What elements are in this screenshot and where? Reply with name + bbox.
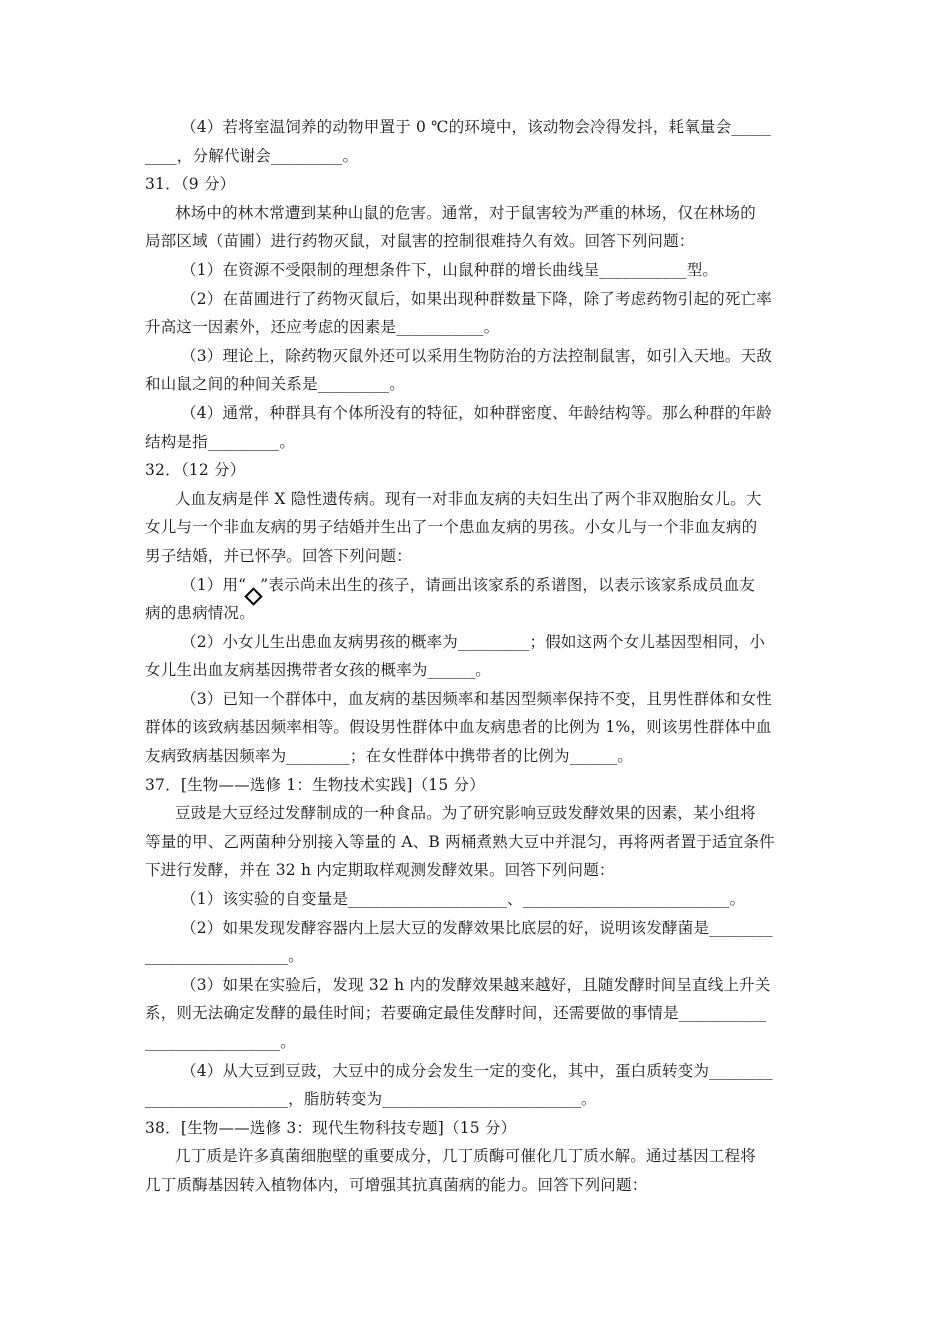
- q32-stem-line-1: 人血友病是伴 X 隐性遗传病。现有一对非血友病的夫妇生出了两个非双胞胎女儿。大: [175, 489, 762, 508]
- q37-stem-line-2: 等量的甲、乙两菌种分别接入等量的 A、B 两桶煮熟大豆中并混匀，再将两者置于适宜条件: [145, 832, 775, 851]
- q38-stem-line-1: 几丁质是许多真菌细胞壁的重要成分，几丁质酶可催化几丁质水解。通过基因工程将: [175, 1147, 756, 1166]
- q37-3-line-2: 系，则无法确定发酵的最佳时间；若要确定最佳发酵时间，还需要做的事情是___________: [145, 1004, 767, 1023]
- q37-2-line-2: __________________。: [145, 947, 304, 966]
- q37-1-line: （1）该实验的自变量是____________________、__________________________。: [181, 890, 746, 909]
- q32-3-line-1: （3）已知一个群体中，血友病的基因频率和基因型频率保持不变，且男性群体和女性: [181, 689, 772, 708]
- q32-2-line-2: 女儿生出血友病基因携带者女孩的概率为______。: [145, 661, 492, 680]
- q31-stem-line-1: 林场中的林木常遭到某种山鼠的危害。通常，对于鼠害较为严重的林场，仅在林场的: [175, 203, 756, 222]
- q32-stem-line-2: 女儿与一个非血友病的男子结婚并生出了一个患血友病的男孩。小女儿与一个非血友病的: [145, 518, 758, 537]
- q32-2-line-1: （2）小女儿生出患血友病男孩的概率为_________；假如这两个女儿基因型相同，小: [181, 632, 766, 651]
- q31-2-line-2: 升高这一因素外，还应考虑的因素是___________。: [145, 318, 500, 337]
- q30-4-line-1: （4）若将室温饲养的动物甲置于 0 ℃的环境中，该动物会冷得发抖，耗氧量会_____: [181, 118, 772, 136]
- q37-3-line-3: _________________。: [145, 1033, 296, 1051]
- q32-heading: 32．（12 分）: [145, 461, 246, 480]
- q30-4-line-2: ____，分解代谢会_________。: [145, 146, 359, 165]
- q37-stem-line-1: 豆豉是大豆经过发酵制成的一种食品。为了研究影响豆豉发酵效果的因素，某小组将: [175, 804, 756, 823]
- q37-4-line-1: （4）从大豆到豆豉，大豆中的成分会发生一定的变化，其中，蛋白质转变为________: [181, 1061, 773, 1080]
- q31-4-line-1: （4）通常，种群具有个体所没有的特征，如种群密度、年龄结构等。那么种群的年龄: [181, 403, 772, 422]
- q31-stem-line-2: 局部区域（苗圃）进行药物灭鼠，对鼠害的控制很难持久有效。回答下列问题：: [145, 232, 695, 251]
- q31-3-line-1: （3）理论上，除药物灭鼠外还可以采用生物防治的方法控制鼠害，如引入天地。天敌: [181, 346, 772, 365]
- q31-1-line: （1）在资源不受限制的理想条件下，山鼠种群的增长曲线呈___________型。: [181, 260, 719, 279]
- diamond-icon: [246, 590, 260, 604]
- q32-3-line-3: 友病致病基因频率为________；在女性群体中携带者的比例为______。: [145, 747, 634, 766]
- q31-2-line-1: （2）在苗圃进行了药物灭鼠后，如果出现种群数量下降，除了考虑药物引起的死亡率: [181, 289, 772, 308]
- q37-2-line-1: （2）如果发现发酵容器内上层大豆的发酵效果比底层的好，说明该发酵菌是________: [181, 918, 773, 937]
- q37-3-line-1: （3）如果在实验后，发现 32 h 内的发酵效果越来越好，且随发酵时间呈直线上升关: [181, 975, 771, 994]
- q32-1-text-after: ”表示尚未出生的孩子，请画出该家系的系谱图，以表示该家系成员血友: [260, 575, 756, 594]
- q32-1-line-1: [145, 571, 807, 600]
- q38-heading: 38．[生物——选修 3：现代生物科技专题]（15 分）: [145, 1118, 517, 1137]
- q37-heading: 37．[生物——选修 1：生物技术实践]（15 分）: [145, 775, 485, 794]
- exam-page: [145, 113, 807, 1200]
- q32-1-line-2: 病的患病情况。: [145, 604, 255, 623]
- q37-stem-line-3: 下进行发酵，并在 32 h 内定期取样观测发酵效果。回答下列问题：: [145, 861, 615, 880]
- q32-3-line-2: 群体的该致病基因频率相等。假设男性群体中血友病患者的比例为 1%，则该男性群体中血: [145, 718, 772, 737]
- q32-stem-line-3: 男子结婚，并已怀孕。回答下列问题：: [145, 546, 412, 565]
- q37-4-line-2: __________________，脂肪转变为_________________________。: [145, 1090, 597, 1109]
- q32-1-text-before: （1）用“: [181, 575, 247, 594]
- q38-stem-line-2: 几丁质酶基因转入植物体内，可增强其抗真菌病的能力。回答下列问题：: [145, 1175, 648, 1194]
- q31-3-line-2: 和山鼠之间的种间关系是_________。: [145, 375, 405, 394]
- q31-4-line-2: 结构是指_________。: [145, 432, 296, 451]
- q31-heading: 31．（9 分）: [145, 175, 236, 194]
